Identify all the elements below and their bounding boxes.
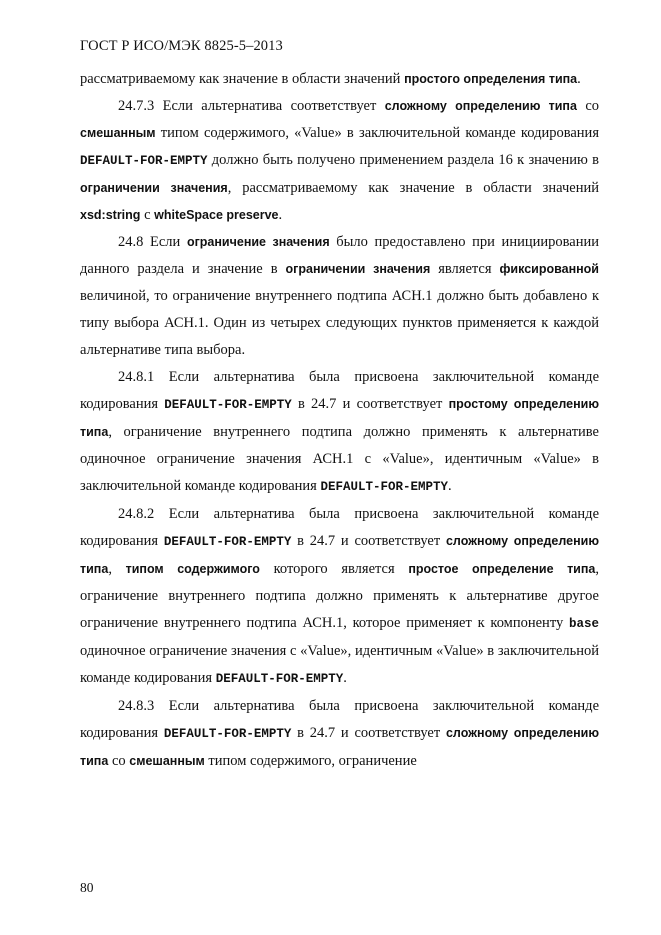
bold-term: ограничении значения [285,262,431,276]
text-run: в 24.7 и соответствует [291,725,446,741]
bold-term: сложному определению типа [384,99,577,113]
text-run: . [577,71,581,87]
bold-term: простому определению типа [80,397,600,439]
text-run: со [108,753,130,769]
text-run: в 24.7 и соответствует [291,533,446,549]
paragraph [80,693,599,775]
code-term: DEFAULT-FOR-EMPTY [215,672,344,686]
text-run: 24.7.3 Если альтернатива соответствует [118,98,385,114]
bold-term: ограничение значения [186,235,330,249]
bold-term: фиксированной [499,262,599,276]
text-run: 24.8.1 Если альтернатива была присвоена заключительной команде кодирования [80,369,599,412]
bold-term: типом содержимого [125,562,260,576]
text-run: 24.8.3 Если альтернатива была присвоена заключительной команде кодирования [80,698,599,741]
bold-term: простого определения типа [404,72,578,86]
bold-term: сложному определению типа [80,726,600,768]
bold-term: простое определение типа [408,562,596,576]
text-run: было предоставлено при инициировании данного раздела и значение в [80,234,599,277]
text-run: типом содержимого, «Value» в заключительной команде кодирования [155,125,599,141]
bold-term: смешанным [129,754,205,768]
paragraph [80,501,599,693]
text-run: одиночное ограничение значения с «Value», идентичным «Value» в заключительной команде кодирования [80,643,599,686]
code-term: base [568,617,599,631]
text-run: типом содержимого, ограничение [204,753,417,769]
bold-term: xsd:string [80,208,141,222]
code-term: DEFAULT-FOR-EMPTY [320,480,448,494]
bold-term: смешанным [80,126,156,140]
paragraph [80,229,599,364]
text-run: . [448,478,452,494]
text-run: рассматриваемому как значение в области значений [80,71,405,87]
text-run: . [343,670,347,686]
text-run: со [576,98,600,114]
text-run: 24.8 Если [118,234,187,250]
bold-term: сложному определению типа [80,534,600,576]
text-run: , рассматриваемому как значение в области значений [227,180,600,196]
bold-term: whiteSpace preserve [154,208,279,222]
paragraph [80,93,599,229]
text-run: , [108,561,126,577]
text-run: 24.8.2 Если альтернатива была присвоена заключительной команде кодирования [80,506,599,549]
text-run: . [278,207,283,223]
paragraph [80,364,599,501]
text-run: , ограничение внутреннего подтипа должно применять к альтернативе одиночное ограничение значения АСН.1 с «Value», идентичным «Value» в заключительной команде кодирования [80,424,599,494]
page-header: ГОСТ Р ИСО/МЭК 8825-5–2013 [80,38,283,54]
code-term: DEFAULT-FOR-EMPTY [163,727,292,741]
paragraph [80,66,599,93]
document-body [80,66,599,775]
text-run: должно быть получено применением раздела 16 к значению в [207,152,599,168]
text-run: величиной, то ограничение внутреннего подтипа АСН.1 должно быть добавлено к типу выбора АСН.1. Один из четырех следующих пунктов применяется к каждой альтернативе типа выбора. [80,288,599,358]
code-term: DEFAULT-FOR-EMPTY [164,398,292,412]
text-run: с [140,207,155,223]
text-run: в 24.7 и соответствует [291,396,449,412]
code-term: DEFAULT-FOR-EMPTY [80,154,208,168]
page-number: 80 [80,880,94,895]
code-term: DEFAULT-FOR-EMPTY [163,535,292,549]
text-run: которого является [259,561,409,577]
text-run: , ограничение внутреннего подтипа должно применять к альтернативе другое ограничение внутреннего подтипа АСН.1, которое применяет к компоненту [80,561,599,631]
text-run: является [430,261,500,277]
bold-term: ограничении значения [80,181,228,195]
